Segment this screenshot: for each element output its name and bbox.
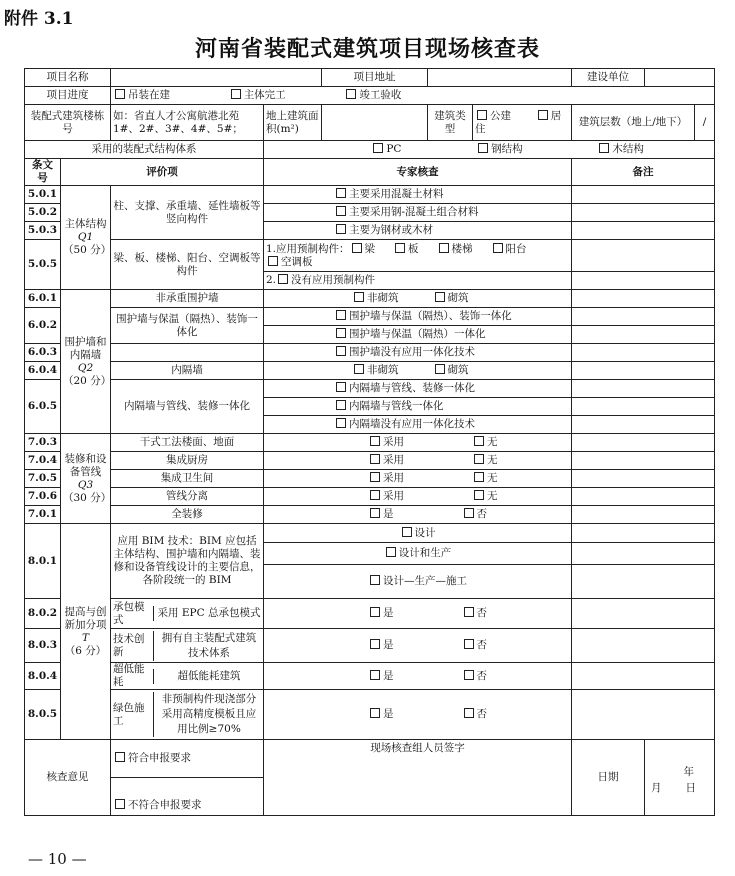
q3-symbol: Q3: [77, 478, 94, 491]
structure-checkbox-wood[interactable]: [599, 143, 609, 153]
note-cell[interactable]: [572, 524, 715, 543]
opinion-not-conform: 不符合申报要求: [111, 778, 264, 816]
check-box[interactable]: [474, 490, 484, 500]
check-cell: 设计和生产: [264, 543, 572, 565]
item-cell: 应用 BIM 技术：BIM 应包括主体结构、围护墙和内隔墙、装修和设备管线设计的主要信息，各阶段统一的 BIM: [111, 524, 264, 599]
row-structure: [25, 141, 715, 159]
check-box[interactable]: [474, 454, 484, 464]
check-cell: 围护墙没有应用一体化技术: [264, 344, 572, 362]
project-name-field[interactable]: [111, 69, 322, 87]
check-box[interactable]: [370, 490, 380, 500]
note-cell[interactable]: [572, 326, 715, 344]
check-box[interactable]: [435, 292, 445, 302]
t-category: 提高与创新加分项 T （6 分）: [61, 524, 111, 740]
progress-option-2: 主体完工: [243, 89, 286, 101]
row-6-0-4: [25, 362, 715, 380]
conform-checkbox[interactable]: [115, 752, 125, 762]
sub-item-name: 超低能耗: [113, 663, 145, 688]
check-cell: 采用 无: [264, 434, 572, 452]
type-option-public: 公建: [490, 109, 511, 122]
check-cell: 2. 没有应用预制构件: [264, 272, 572, 290]
inspection-table: [24, 68, 715, 816]
check-cell: 采用 无: [264, 488, 572, 506]
progress-label: 项目进度: [25, 87, 111, 105]
sub-item: [111, 690, 264, 740]
clause-id: 5.0.5: [25, 240, 61, 290]
sub-item-text: 采用 EPC 总承包模式: [153, 606, 261, 621]
item-cell: 干式工法楼面、地面: [111, 434, 264, 452]
check-cell: 是 否: [264, 599, 572, 629]
row-5-0-1: [25, 186, 715, 204]
check-box[interactable]: [370, 436, 380, 446]
check-box[interactable]: [336, 310, 346, 320]
note-cell[interactable]: [572, 222, 715, 240]
structure-label: 采用的装配式结构体系: [25, 141, 264, 159]
row-7-0-5: [25, 470, 715, 488]
row-project-name: [25, 69, 715, 87]
structure-option-steel: 钢结构: [491, 143, 523, 155]
check-box[interactable]: [474, 436, 484, 446]
check-cell: 设计: [264, 524, 572, 543]
row-opinion-a: [25, 740, 715, 778]
clause-id: 5.0.3: [25, 222, 61, 240]
item-cell: 内隔墙: [111, 362, 264, 380]
check-cell: 内隔墙与管线、装修一体化: [264, 380, 572, 398]
check-cell: 采用 无: [264, 470, 572, 488]
area-label: 地上建筑面积(m²): [264, 105, 322, 141]
note-cell[interactable]: [572, 380, 715, 398]
note-cell[interactable]: [572, 543, 715, 565]
row-7-0-4: [25, 452, 715, 470]
progress-option-1: 吊装在建: [128, 89, 170, 101]
item-cell: 集成卫生间: [111, 470, 264, 488]
note-cell[interactable]: [572, 186, 715, 204]
check-box[interactable]: [493, 243, 503, 253]
clause-id: 5.0.1: [25, 186, 61, 204]
building-label: 装配式建筑楼栋号: [25, 105, 111, 141]
note-cell[interactable]: [572, 690, 715, 740]
sub-item: [111, 599, 264, 629]
project-name-label: 项目名称: [25, 69, 111, 87]
type-label: 建筑类型: [428, 105, 473, 141]
check-box[interactable]: [464, 607, 474, 617]
note-cell[interactable]: [572, 272, 715, 290]
check-box[interactable]: [268, 256, 278, 266]
q3-category: 装修和设备管线 Q3 （30 分）: [61, 434, 111, 524]
attachment-label: 附件 3.1: [4, 9, 74, 29]
check-box[interactable]: [370, 575, 380, 585]
check-cell: 内隔墙与管线一体化: [264, 398, 572, 416]
date-year: 年: [683, 766, 695, 778]
check-cell: 主要采用钢-混凝土组合材料: [264, 204, 572, 222]
clause-id: 8.0.2: [25, 599, 61, 629]
check-cell: 内隔墙没有应用一体化技术: [264, 416, 572, 434]
check-cell: 是 否: [264, 663, 572, 690]
page-number: — 10 —: [28, 850, 87, 868]
sub-item-text: 拥有自主装配式建筑技术体系: [153, 631, 261, 661]
structure-option-pc: PC: [386, 143, 402, 155]
q1-horizontal-item: 梁、板、楼梯、阳台、空调板等构件: [111, 240, 264, 290]
item-cell: 围护墙与保温（隔热）、装饰一体化: [111, 308, 264, 344]
area-field[interactable]: [322, 105, 428, 141]
note-cell[interactable]: [572, 470, 715, 488]
clause-id: 8.0.1: [25, 524, 61, 599]
clause-id: 5.0.2: [25, 204, 61, 222]
clause-id: 8.0.5: [25, 690, 61, 740]
t-symbol: T: [81, 631, 89, 644]
date-field[interactable]: [645, 740, 715, 816]
structure-checkbox-steel[interactable]: [478, 143, 488, 153]
row-8-0-1a: [25, 524, 715, 543]
col-note: 备注: [572, 159, 715, 186]
note-cell[interactable]: [572, 290, 715, 308]
check-box[interactable]: [402, 527, 412, 537]
check-box[interactable]: [370, 472, 380, 482]
row-7-0-3: [25, 434, 715, 452]
sub-item: [111, 663, 264, 690]
project-address-label: 项目地址: [322, 69, 428, 87]
check-box[interactable]: [336, 346, 346, 356]
note-cell[interactable]: [572, 344, 715, 362]
check-box[interactable]: [336, 400, 346, 410]
check-cell: 是 否: [264, 629, 572, 663]
check-cell: 是 否: [264, 690, 572, 740]
clause-id: 7.0.6: [25, 488, 61, 506]
row-building: [25, 105, 715, 141]
check-box[interactable]: [395, 243, 405, 253]
structure-options: [264, 141, 715, 159]
check-cell: 1.应用预制构件： 梁 板 楼梯 阳台 空调板: [264, 240, 572, 272]
not-conform-checkbox[interactable]: [115, 799, 125, 809]
progress-checkbox-3[interactable]: [346, 89, 356, 99]
opinion-label: 核查意见: [25, 740, 111, 816]
col-item: 评价项: [61, 159, 264, 186]
type-checkbox-public[interactable]: [477, 110, 487, 120]
note-cell[interactable]: [572, 398, 715, 416]
clause-id: 6.0.4: [25, 362, 61, 380]
check-cell: 主要采用混凝土材料: [264, 186, 572, 204]
note-cell[interactable]: [572, 204, 715, 222]
sub-item-text: 超低能耗建筑: [153, 669, 261, 684]
note-cell[interactable]: [572, 599, 715, 629]
item-cell: 管线分离: [111, 488, 264, 506]
floors-value[interactable]: /: [695, 105, 715, 141]
check-box[interactable]: [336, 418, 346, 428]
date-label: 日期: [572, 740, 645, 816]
progress-option-3: 竣工验收: [359, 89, 402, 101]
col-check: 专家核查: [264, 159, 572, 186]
check-box[interactable]: [370, 639, 380, 649]
check-box[interactable]: [354, 364, 364, 374]
row-8-0-3: [25, 629, 715, 663]
clause-id: 6.0.1: [25, 290, 61, 308]
check-box[interactable]: [336, 188, 346, 198]
check-cell: 围护墙与保温（隔热）一体化: [264, 326, 572, 344]
row-8-0-5: [25, 690, 715, 740]
sub-item-name: 绿色施工: [113, 701, 145, 727]
row-7-0-6: [25, 488, 715, 506]
row-7-0-1: [25, 506, 715, 524]
check-cell: 围护墙与保温（隔热）、装饰一体化: [264, 308, 572, 326]
sub-item-name: 承包模式: [113, 600, 145, 626]
note-cell[interactable]: [572, 240, 715, 272]
clause-id: 7.0.5: [25, 470, 61, 488]
check-box[interactable]: [336, 206, 346, 216]
check-box[interactable]: [464, 708, 474, 718]
check-box[interactable]: [336, 328, 346, 338]
row-column-headers: [25, 159, 715, 186]
clause-id: 6.0.5: [25, 380, 61, 434]
col-clause: 条文号: [25, 159, 61, 186]
q1-category: 主体结构 Q1 （50 分）: [61, 186, 111, 290]
note-cell[interactable]: [572, 565, 715, 599]
row-6-0-2a: [25, 308, 715, 326]
construction-unit-label: 建设单位: [572, 69, 645, 87]
q1-score: （50 分）: [63, 244, 112, 256]
check-box[interactable]: [464, 670, 474, 680]
row-progress: [25, 87, 715, 105]
note-cell[interactable]: [572, 308, 715, 326]
check-cell: 主要为钢材或木材: [264, 222, 572, 240]
page-title: 河南省装配式建筑项目现场核查表: [194, 36, 540, 62]
q2-score: （20 分）: [63, 374, 112, 387]
check-box[interactable]: [474, 472, 484, 482]
check-cell: 采用 无: [264, 452, 572, 470]
check-box[interactable]: [370, 508, 380, 518]
q2-symbol: Q2: [77, 361, 94, 374]
clause-id: 7.0.1: [25, 506, 61, 524]
t-score: （6 分）: [64, 644, 107, 657]
check-cell: 设计—生产—施工: [264, 565, 572, 599]
opinion-conform: 符合申报要求: [111, 740, 264, 778]
type-checkbox-residential[interactable]: [538, 110, 548, 120]
check-box[interactable]: [439, 243, 449, 253]
item-cell: [111, 344, 264, 362]
row-8-0-4: [25, 663, 715, 690]
clause-id: 8.0.4: [25, 663, 61, 690]
note-cell[interactable]: [572, 452, 715, 470]
clause-id: 7.0.4: [25, 452, 61, 470]
q1-symbol: Q1: [77, 231, 94, 243]
row-6-0-1: [25, 290, 715, 308]
check-cell: 是 否: [264, 506, 572, 524]
q3-score: （30 分）: [63, 491, 112, 504]
progress-options: [111, 87, 715, 105]
row-6-0-5a: [25, 380, 715, 398]
check-box[interactable]: [464, 508, 474, 518]
q2-category: 围护墙和内隔墙 Q2 （20 分）: [61, 290, 111, 434]
note-cell[interactable]: [572, 506, 715, 524]
item-cell: 集成厨房: [111, 452, 264, 470]
progress-checkbox-1[interactable]: [115, 89, 125, 99]
note-cell[interactable]: [572, 434, 715, 452]
check-box[interactable]: [370, 454, 380, 464]
clause-id: 6.0.3: [25, 344, 61, 362]
note-cell[interactable]: [572, 663, 715, 690]
check-box[interactable]: [352, 243, 362, 253]
clause-id: 6.0.2: [25, 308, 61, 344]
row-8-0-2: [25, 599, 715, 629]
progress-checkbox-2[interactable]: [231, 89, 241, 99]
check-box[interactable]: [278, 274, 288, 284]
sub-item-name: 技术创新: [113, 632, 145, 658]
check-box[interactable]: [370, 670, 380, 680]
clause-id: 8.0.3: [25, 629, 61, 663]
note-cell[interactable]: [572, 629, 715, 663]
sub-item-text: 非预制构件现浇部分采用高精度模板且应用比例≥70%: [153, 692, 261, 737]
note-cell[interactable]: [572, 488, 715, 506]
note-cell[interactable]: [572, 416, 715, 434]
check-box[interactable]: [336, 382, 346, 392]
check-box[interactable]: [386, 547, 396, 557]
sign-label: 现场核查组人员签字: [370, 742, 465, 754]
check-box[interactable]: [354, 292, 364, 302]
check-box[interactable]: [464, 639, 474, 649]
date-month: 月: [651, 782, 662, 794]
date-day: 日: [685, 782, 697, 794]
check-cell: 非砌筑 砌筑: [264, 362, 572, 380]
type-option-residential: 居住: [475, 109, 562, 135]
item-cell: 非承重围护墙: [111, 290, 264, 308]
row-5-0-5a: [25, 240, 715, 272]
project-address-field[interactable]: [428, 69, 572, 87]
row-6-0-3: [25, 344, 715, 362]
q1-vertical-item: 柱、支撑、承重墙、延性墙板等竖向构件: [111, 186, 264, 240]
check-box[interactable]: [370, 708, 380, 718]
building-value[interactable]: 如：省直人才公寓航港北苑1#、2#、3#、4#、5#；: [111, 105, 264, 141]
type-options: [473, 105, 572, 141]
item-cell: 内隔墙与管线、装修一体化: [111, 380, 264, 434]
clause-id: 7.0.3: [25, 434, 61, 452]
structure-checkbox-pc[interactable]: [373, 143, 383, 153]
structure-option-wood: 木结构: [612, 143, 644, 155]
check-box[interactable]: [435, 364, 445, 374]
construction-unit-field[interactable]: [645, 69, 715, 87]
check-box[interactable]: [370, 607, 380, 617]
check-box[interactable]: [336, 224, 346, 234]
item-cell: 全装修: [111, 506, 264, 524]
note-cell[interactable]: [572, 362, 715, 380]
sub-item: [111, 629, 264, 663]
floors-label: 建筑层数（地上/地下）: [572, 105, 695, 141]
signature-area[interactable]: [264, 740, 572, 816]
check-cell: 非砌筑 砌筑: [264, 290, 572, 308]
